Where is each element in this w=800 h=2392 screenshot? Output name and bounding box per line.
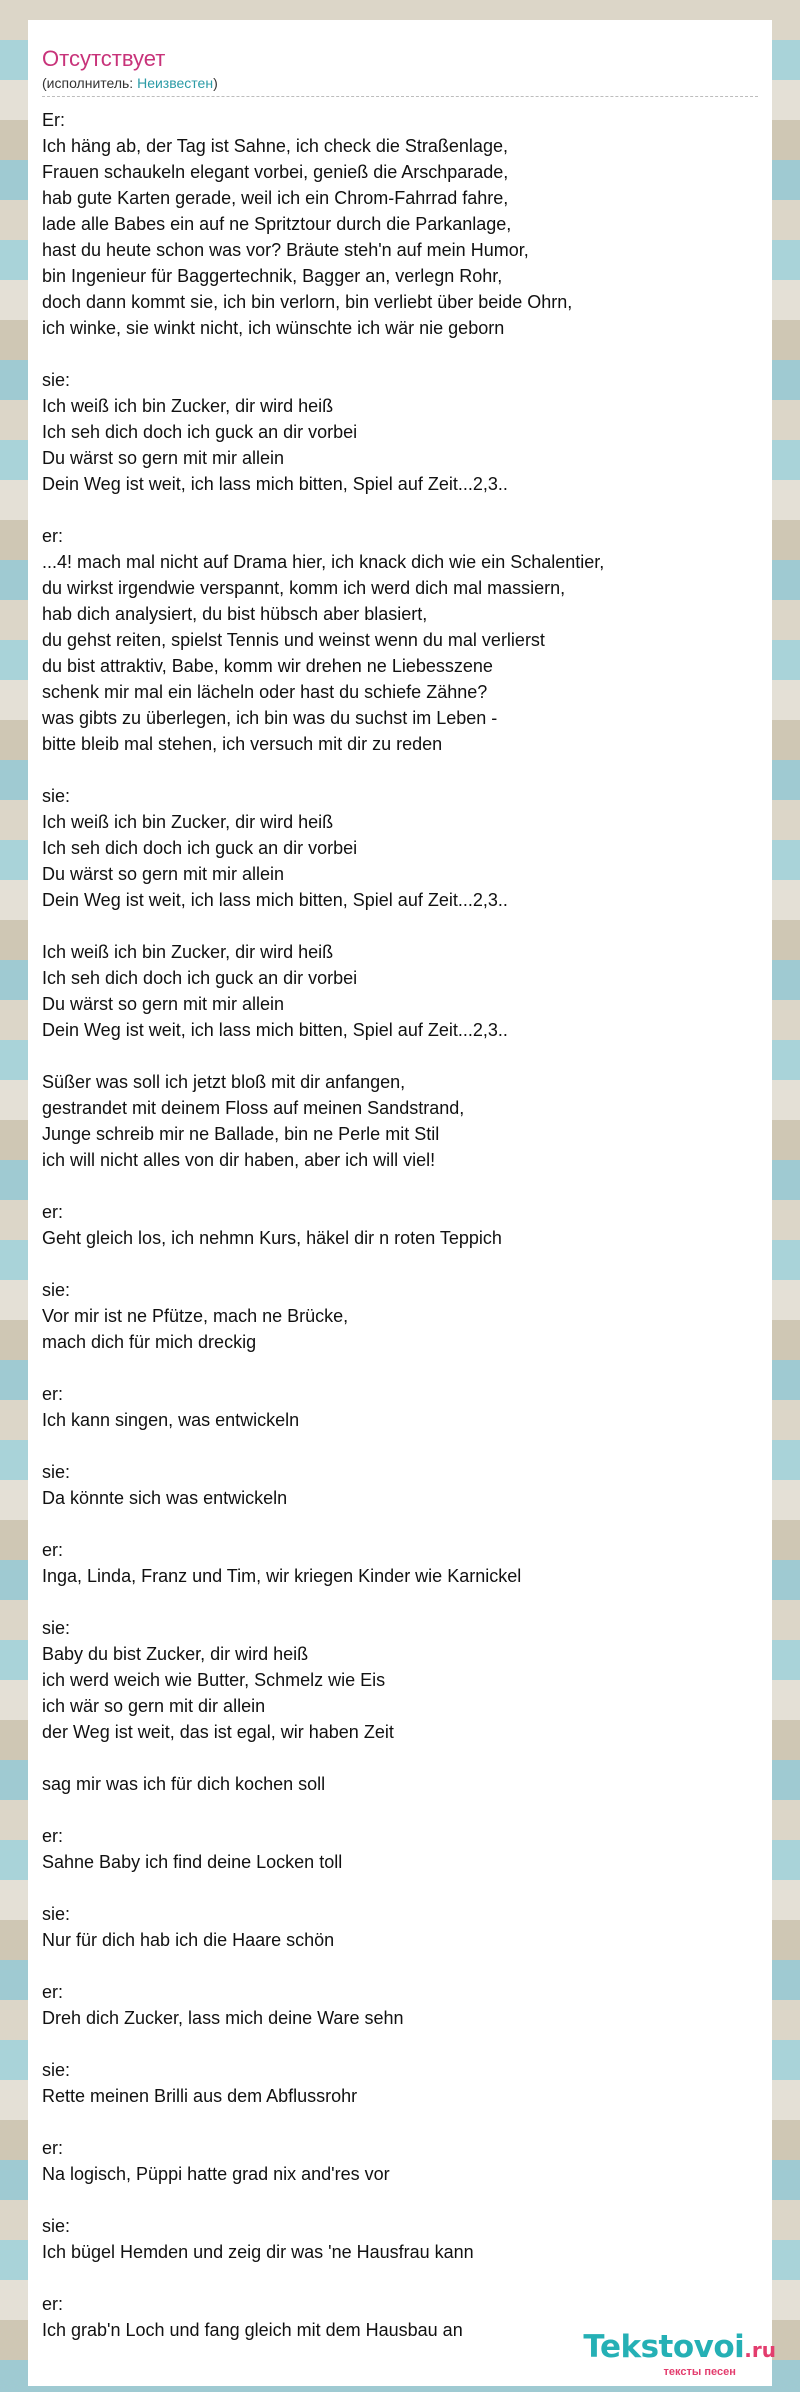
lyrics-line: Inga, Linda, Franz und Tim, wir kriegen Kinder wie Karnickel	[42, 1566, 522, 1586]
lyrics-line: der Weg ist weit, das ist egal, wir haben Zeit	[42, 1722, 394, 1742]
lyrics-line: hab dich analysiert, du bist hübsch aber blasiert,	[42, 604, 428, 624]
lyrics-line: ich wär so gern mit dir allein	[42, 1696, 266, 1716]
lyrics-line: sie:	[42, 1904, 71, 1924]
lyrics-blank-line	[42, 1355, 758, 1381]
lyrics-line: Ich weiß ich bin Zucker, dir wird heiß	[42, 942, 334, 962]
lyrics-line: sie:	[42, 786, 71, 806]
lyrics-line: Ich kann singen, was entwickeln	[42, 1410, 300, 1430]
lyrics-line: Vor mir ist ne Pfütze, mach ne Brücke,	[42, 1306, 349, 1326]
lyrics-blank-line	[42, 1511, 758, 1537]
lyrics-line: er:	[42, 1202, 64, 1222]
lyrics-line: Ich weiß ich bin Zucker, dir wird heiß	[42, 812, 334, 832]
lyrics-blank-line	[42, 1797, 758, 1823]
lyrics-line: Dreh dich Zucker, lass mich deine Ware sehn	[42, 2008, 404, 2028]
lyrics-line: Baby du bist Zucker, dir wird heiß	[42, 1644, 309, 1664]
lyrics-line: bin Ingenieur für Baggertechnik, Bagger an, verlegn Rohr,	[42, 266, 503, 286]
lyrics-line: Du wärst so gern mit mir allein	[42, 448, 285, 468]
lyrics-blank-line	[42, 1043, 758, 1069]
lyrics-blank-line	[42, 1589, 758, 1615]
lyrics-line: Geht gleich los, ich nehmn Kurs, häkel dir n roten Teppich	[42, 1228, 502, 1248]
lyrics-line: gestrandet mit deinem Floss auf meinen Sandstrand,	[42, 1098, 465, 1118]
lyrics-line: du gehst reiten, spielst Tennis und weinst wenn du mal verlierst	[42, 630, 545, 650]
lyrics-line: Dein Weg ist weit, ich lass mich bitten, Spiel auf Zeit...2,3..	[42, 890, 508, 910]
lyrics-line: Rette meinen Brilli aus dem Abflussrohr	[42, 2086, 358, 2106]
lyrics-line: Dein Weg ist weit, ich lass mich bitten, Spiel auf Zeit...2,3..	[42, 474, 508, 494]
lyrics-line: Junge schreib mir ne Ballade, bin ne Perle mit Stil	[42, 1124, 440, 1144]
lyrics-line: er:	[42, 526, 64, 546]
lyrics-line: Ich häng ab, der Tag ist Sahne, ich check die Straßenlage,	[42, 136, 508, 156]
lyrics-line: Du wärst so gern mit mir allein	[42, 994, 285, 1014]
lyrics-line: du wirkst irgendwie verspannt, komm ich werd dich mal massiern,	[42, 578, 566, 598]
lyrics-line: Ich weiß ich bin Zucker, dir wird heiß	[42, 396, 334, 416]
lyrics-line: hab gute Karten gerade, weil ich ein Chrom-Fahrrad fahre,	[42, 188, 509, 208]
lyrics-line: Ich seh dich doch ich guck an dir vorbei	[42, 968, 358, 988]
lyrics-line: Du wärst so gern mit mir allein	[42, 864, 285, 884]
lyrics-line: Er:	[42, 110, 66, 130]
lyrics-line: Dein Weg ist weit, ich lass mich bitten, Spiel auf Zeit...2,3..	[42, 1020, 508, 1040]
lyrics-line: Ich grab'n Loch und fang gleich mit dem Hausbau an	[42, 2320, 463, 2340]
logo-tld: .ru	[744, 2338, 776, 2362]
lyrics-line: ich winke, sie winkt nicht, ich wünschte ich wär nie geborn	[42, 318, 505, 338]
lyrics-line: er:	[42, 1826, 64, 1846]
lyrics-line: sag mir was ich für dich kochen soll	[42, 1774, 326, 1794]
lyrics-line: mach dich für mich dreckig	[42, 1332, 257, 1352]
lyrics-line: sie:	[42, 370, 71, 390]
lyrics-line: er:	[42, 2294, 64, 2314]
lyrics-line: du bist attraktiv, Babe, komm wir drehen ne Liebesszene	[42, 656, 493, 676]
lyrics-line: ich werd weich wie Butter, Schmelz wie Eis	[42, 1670, 386, 1690]
header-divider	[42, 96, 758, 97]
logo-tagline: тексты песен	[663, 2366, 736, 2378]
lyrics-line: sie:	[42, 2060, 71, 2080]
site-logo[interactable]	[583, 2331, 776, 2378]
lyrics-line: Frauen schaukeln elegant vorbei, genieß die Arschparade,	[42, 162, 509, 182]
lyrics-line: sie:	[42, 1280, 71, 1300]
lyrics-blank-line	[42, 1173, 758, 1199]
lyrics-blank-line	[42, 2031, 758, 2057]
lyrics-line: er:	[42, 1384, 64, 1404]
song-title: Отсутствует	[42, 46, 166, 71]
lyrics-blank-line	[42, 1433, 758, 1459]
lyrics-blank-line	[42, 1953, 758, 1979]
lyrics-line: er:	[42, 2138, 64, 2158]
performer-line	[42, 74, 758, 92]
lyrics-line: sie:	[42, 2216, 71, 2236]
performer-prefix: (исполнитель:	[42, 75, 138, 91]
lyrics-line: ...4! mach mal nicht auf Drama hier, ich knack dich wie ein Schalentier,	[42, 552, 605, 572]
lyrics-blank-line	[42, 1251, 758, 1277]
lyrics-line: ich will nicht alles von dir haben, aber ich will viel!	[42, 1150, 436, 1170]
lyrics-blank-line	[42, 2109, 758, 2135]
lyrics-line: schenk mir mal ein lächeln oder hast du schiefe Zähne?	[42, 682, 488, 702]
lyrics-line: Ich bügel Hemden und zeig dir was 'ne Hausfrau kann	[42, 2242, 474, 2262]
lyrics-line: bitte bleib mal stehen, ich versuch mit dir zu reden	[42, 734, 443, 754]
lyrics-line: was gibts zu überlegen, ich bin was du suchst im Leben -	[42, 708, 498, 728]
lyrics-line: er:	[42, 1540, 64, 1560]
lyrics-line: sie:	[42, 1462, 71, 1482]
lyrics-line: hast du heute schon was vor? Bräute steh'n auf mein Humor,	[42, 240, 529, 260]
performer-suffix: )	[213, 75, 218, 91]
lyrics-line: Nur für dich hab ich die Haare schön	[42, 1930, 335, 1950]
lyrics-blank-line	[42, 1875, 758, 1901]
performer-link[interactable]: Неизвестен	[137, 75, 214, 91]
lyrics-line: sie:	[42, 1618, 71, 1638]
lyrics-line: doch dann kommt sie, ich bin verlorn, bin verliebt über beide Ohrn,	[42, 292, 573, 312]
logo-name: Tekstovoi	[583, 2329, 745, 2365]
lyrics-line: Süßer was soll ich jetzt bloß mit dir anfangen,	[42, 1072, 406, 1092]
lyrics-blank-line	[42, 2265, 758, 2291]
lyrics-blank-line	[42, 913, 758, 939]
lyrics-blank-line	[42, 497, 758, 523]
lyrics-blank-line	[42, 757, 758, 783]
lyrics-text	[42, 107, 758, 2343]
lyrics-blank-line	[42, 341, 758, 367]
lyrics-blank-line	[42, 1745, 758, 1771]
lyrics-line: Da könnte sich was entwickeln	[42, 1488, 288, 1508]
lyrics-line: lade alle Babes ein auf ne Spritztour durch die Parkanlage,	[42, 214, 512, 234]
lyrics-blank-line	[42, 2187, 758, 2213]
lyrics-line: Sahne Baby ich find deine Locken toll	[42, 1852, 343, 1872]
lyrics-line: er:	[42, 1982, 64, 2002]
lyrics-card	[28, 20, 772, 2386]
logo-wordmark	[583, 2331, 776, 2366]
lyrics-line: Ich seh dich doch ich guck an dir vorbei	[42, 422, 358, 442]
lyrics-line: Na logisch, Püppi hatte grad nix and'res vor	[42, 2164, 390, 2184]
lyrics-line: Ich seh dich doch ich guck an dir vorbei	[42, 838, 358, 858]
